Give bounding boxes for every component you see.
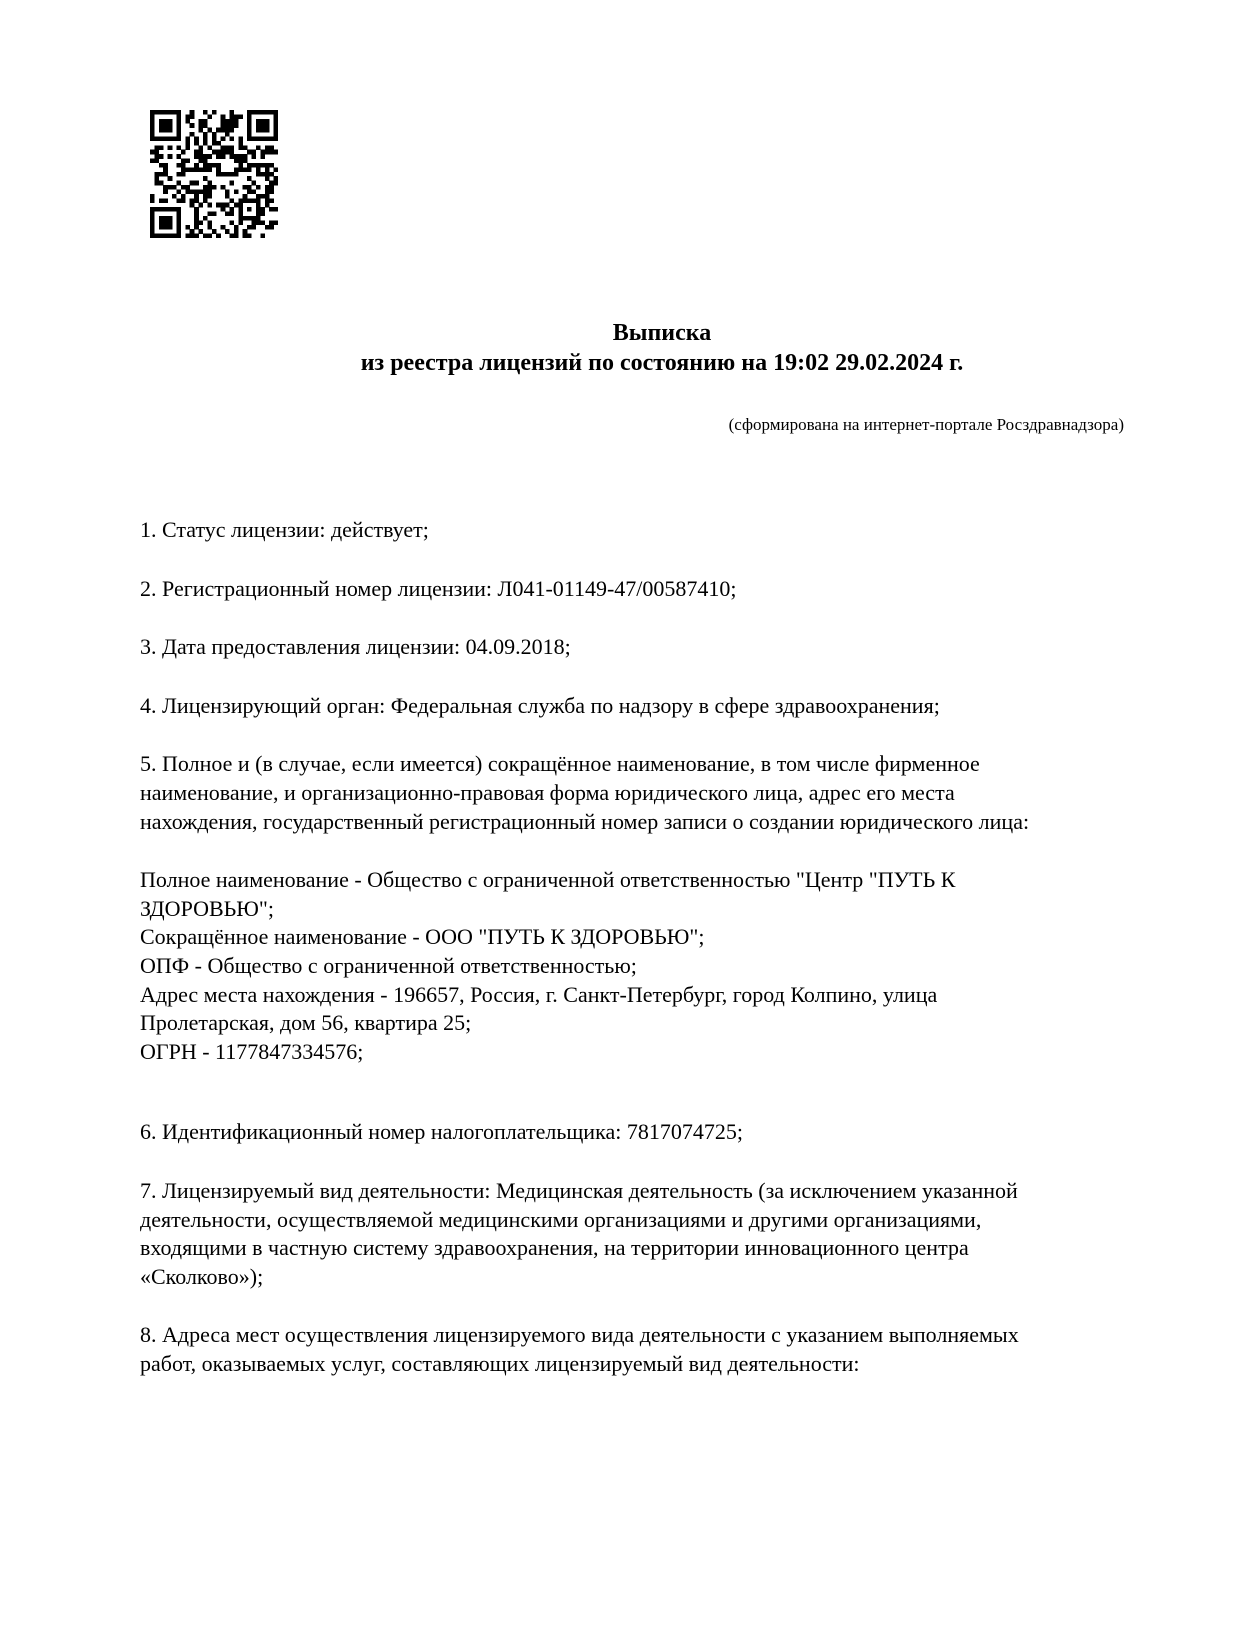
text-line: Адрес места нахождения - 196657, Россия, г. Санкт-Петербург, город Колпино, улица <box>140 981 938 1007</box>
text-line: 8. Адреса мест осуществления лицензируемого вида деятельности с указанием выполняемых <box>140 1322 1019 1348</box>
text-line: 5. Полное и (в случае, если имеется) сокращённое наименование, в том числе фирменное <box>140 751 980 777</box>
text-line: наименование, и организационно-правовая форма юридического лица, адрес его места <box>140 779 955 805</box>
text-line: Пролетарская, дом 56, квартира 25; <box>140 1010 472 1036</box>
text-line: Полное наименование - Общество с ограниченной ответственностью "Центр "ПУТЬ К <box>140 867 956 893</box>
text-line: ОПФ - Общество с ограниченной ответственностью; <box>140 952 637 978</box>
paragraph-org-info-heading <box>140 750 1125 836</box>
title-line-2: из реестра лицензий по состоянию на 19:02 29.02.2024 г. <box>360 350 964 376</box>
text-line: ЗДОРОВЬЮ"; <box>140 895 274 921</box>
text-line: входящими в частную систему здравоохранения, на территории инновационного центра <box>140 1235 969 1261</box>
paragraph-reg-number <box>140 575 1125 604</box>
text-line: 2. Регистрационный номер лицензии: Л041-01149-47/00587410; <box>140 575 737 601</box>
text-line: нахождения, государственный регистрационный номер записи о создании юридического лица: <box>140 808 1030 834</box>
text-line: ОГРН - 1177847334576; <box>140 1038 364 1064</box>
text-line: 1. Статус лицензии: действует; <box>140 517 429 542</box>
text-line: 3. Дата предоставления лицензии: 04.09.2018; <box>140 634 571 660</box>
paragraph-grant-date <box>140 633 1125 662</box>
paragraph-activity-addresses <box>140 1321 1125 1378</box>
paragraph-status <box>140 516 1125 545</box>
qr-code <box>150 110 278 238</box>
text-line: работ, оказываемых услуг, составляющих лицензируемый вид деятельности: <box>140 1350 860 1376</box>
text-line: Сокращённое наименование - ООО "ПУТЬ К ЗДОРОВЬЮ"; <box>140 924 705 950</box>
paragraph-licensed-activity <box>140 1177 1125 1291</box>
text-line: 7. Лицензируемый вид деятельности: Медицинская деятельность (за исключением указанной <box>140 1177 1018 1203</box>
paragraph-org-details <box>140 866 1125 1066</box>
text-line: 6. Идентификационный номер налогоплательщика: 7817074725; <box>140 1119 743 1145</box>
text-line: «Сколково»); <box>140 1263 264 1289</box>
document-subtitle: (сформирована на интернет-портале Росздравнадзора) <box>728 415 1124 434</box>
paragraph-list <box>140 516 1125 1408</box>
document-title <box>200 318 1124 378</box>
text-line: 4. Лицензирующий орган: Федеральная служба по надзору в сфере здравоохранения; <box>140 692 940 718</box>
paragraph-licensing-authority <box>140 692 1125 721</box>
text-line: деятельности, осуществляемой медицинскими организациями и другими организациями, <box>140 1206 982 1232</box>
paragraph-inn <box>140 1118 1125 1147</box>
title-line-1: Выписка <box>612 320 712 346</box>
